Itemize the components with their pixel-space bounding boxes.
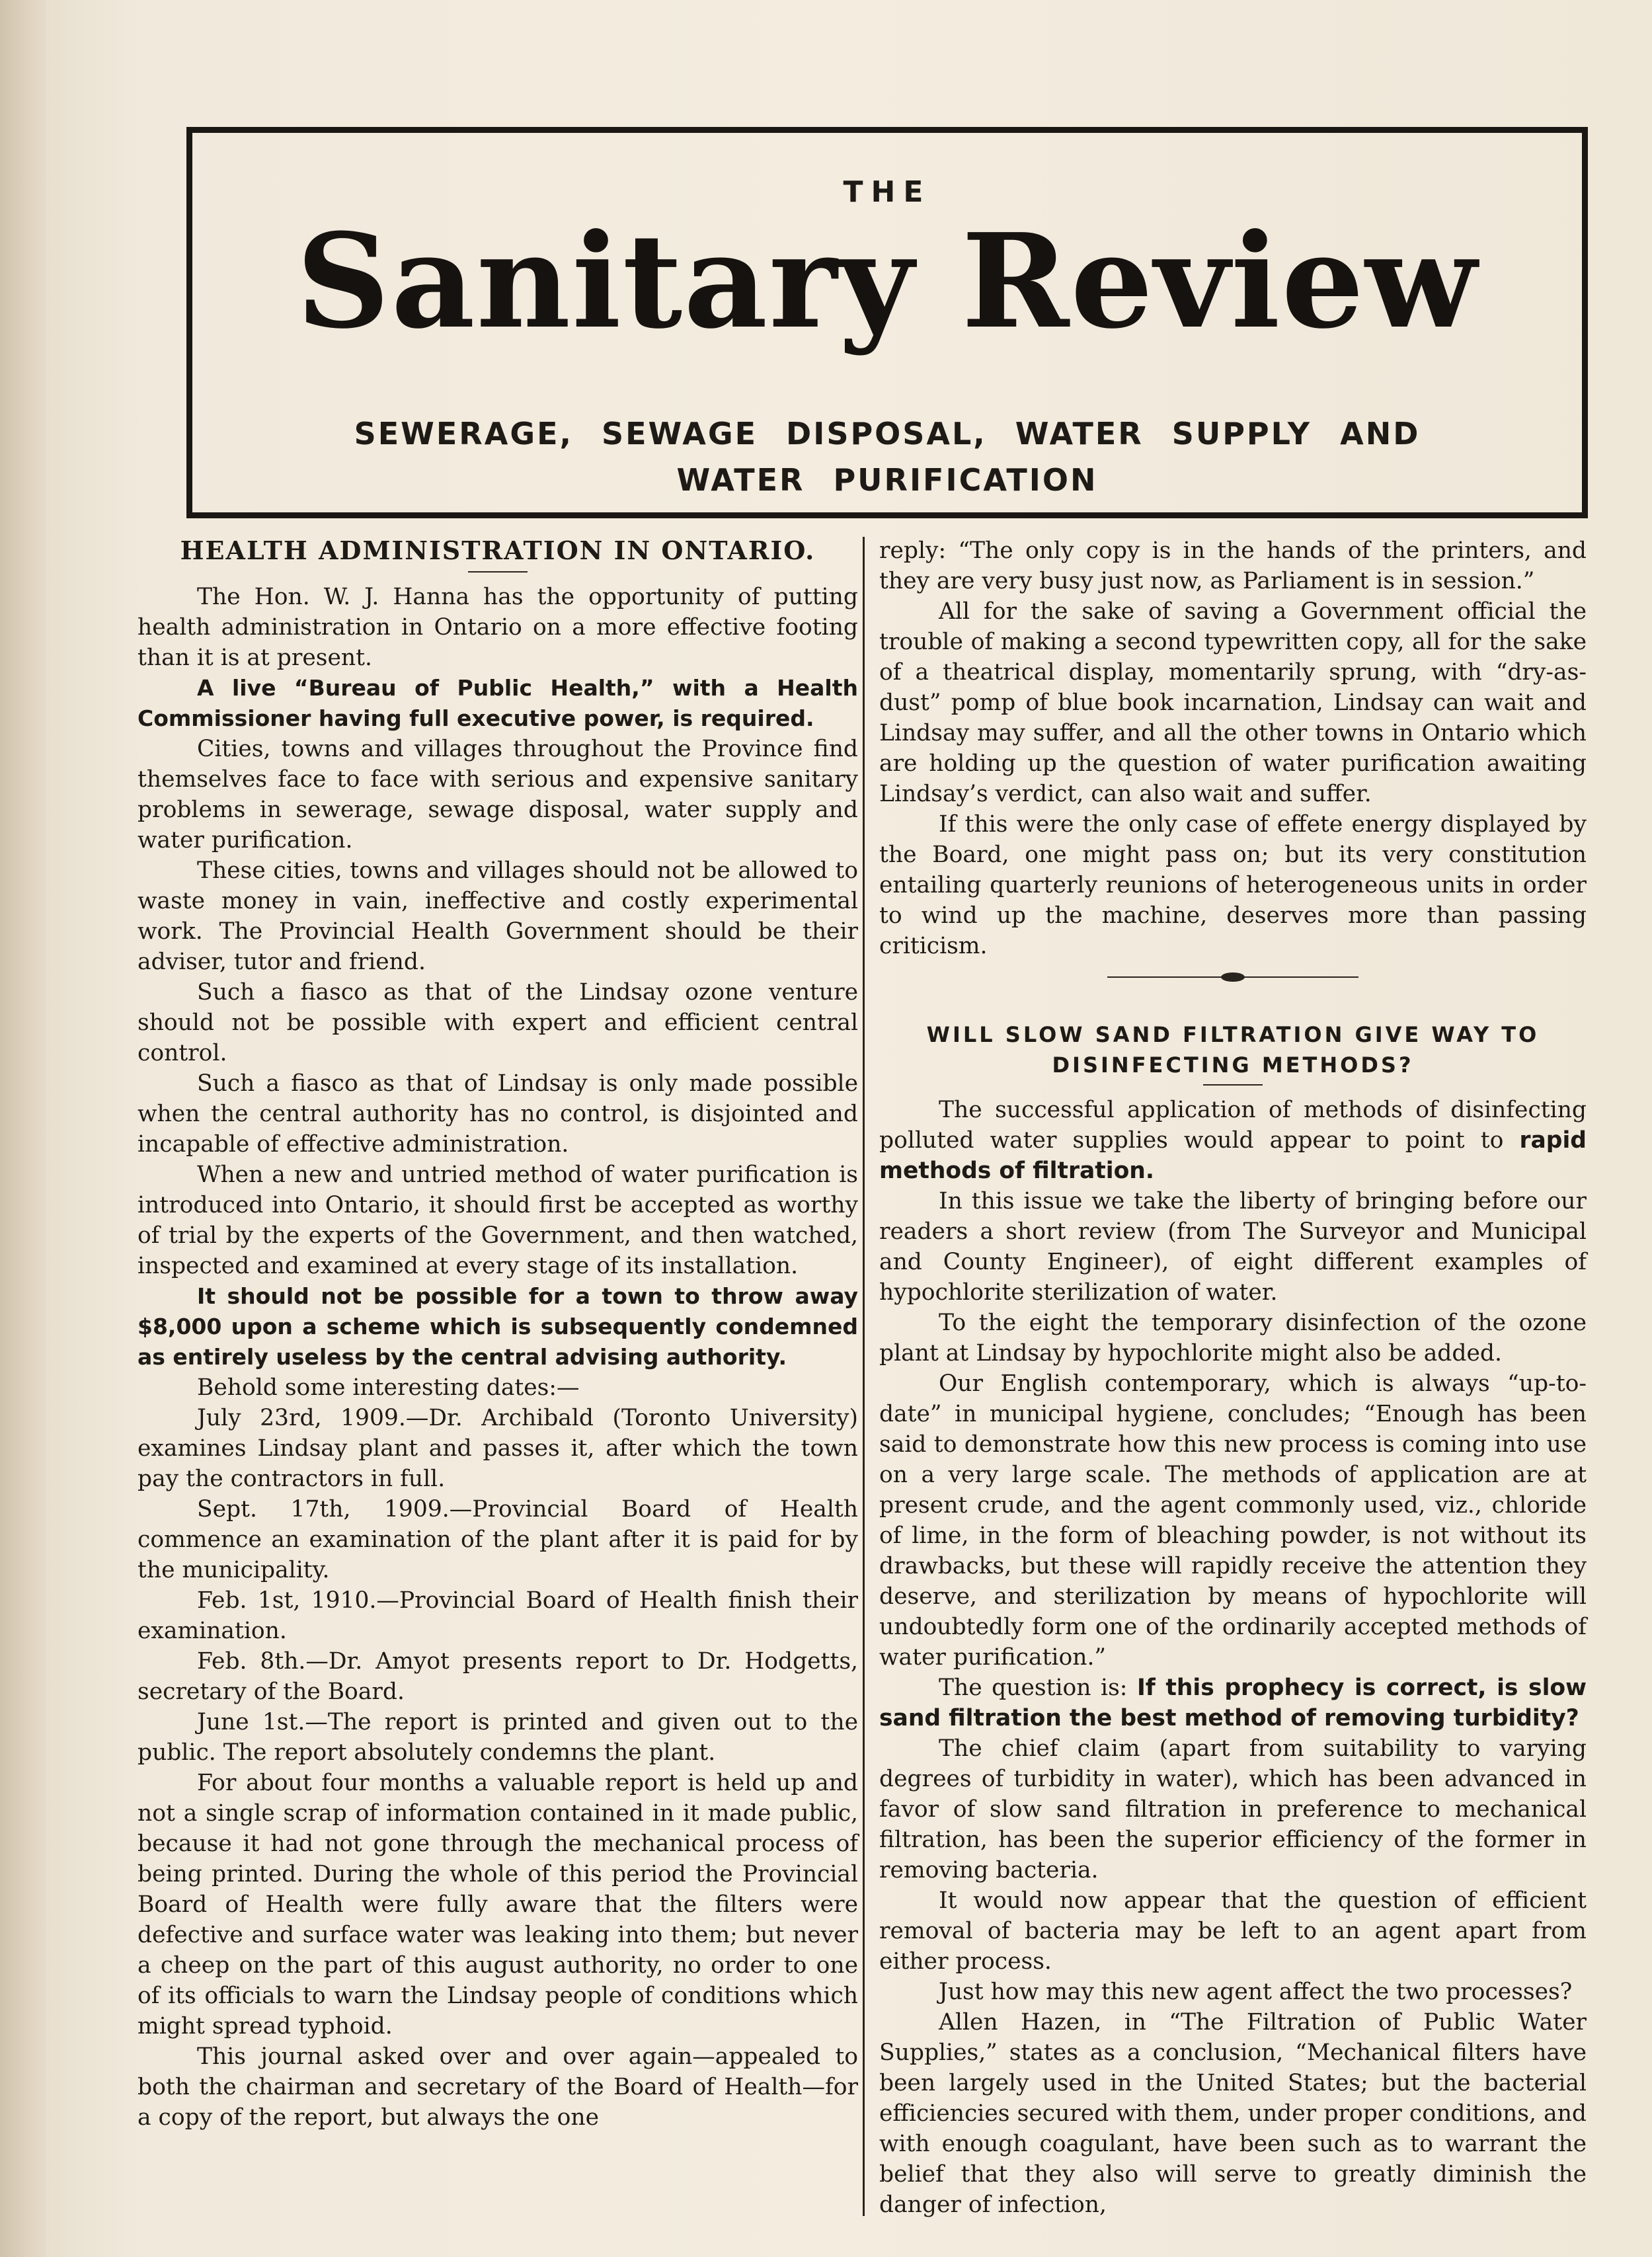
date-entry: Sept. 17th, 1909.—Provincial Board of Health commence an examination of the plant after it is paid for by the municipality.	[138, 1496, 858, 1583]
paragraph: Allen Hazen, in “The Filtration of Public Water Supplies,” states as a conclusion, “Mechanical filters have been largely used in the United States; but the bacterial efficiencies secured with them, under proper conditions, and with enough coagulant, have been such as to warrant the belief that they also will serve to greatly diminish the danger of infection,	[879, 2009, 1587, 2218]
date-entry: Feb. 1st, 1910.—Provincial Board of Health finish their examination.	[138, 1587, 858, 1644]
date-entry: July 23rd, 1909.—Dr. Archibald (Toronto University) examines Lindsay plant and passes it, after which the town pay the contractors in full.	[138, 1405, 858, 1492]
paragraph: These cities, towns and villages should not be allowed to waste money in vain, ineffective and costly experimental work. The Provincial Health Government should be their adviser, tutor and friend.	[138, 857, 858, 975]
bold-phrase: If this prophecy is correct, is slow sand filtration the best method of removing turbidity?	[879, 1675, 1587, 1731]
masthead-title: Sanitary Review	[296, 206, 1478, 358]
column-divider	[863, 537, 865, 2216]
headline-rule	[468, 571, 528, 573]
paragraph: Our English contemporary, which is always “up-to-date” in municipal hygiene, concludes; “Enough has been said to demonstrate how this new process is coming into use on a very large scale. The methods of application are at present crude, and the agent commonly used, viz., chloride of lime, in the form of bleaching powder, is not without its drawbacks, but these will rapidly receive the attention they deserve, and sterilization by means of hypochlorite will undoubtedly form one of the ordinarily accepted methods of water purification.”	[879, 1370, 1587, 1671]
paragraph: To the eight the temporary disinfection of the ozone plant at Lindsay by hypochlorite might also be added.	[879, 1310, 1587, 1366]
paragraph: Just how may this new agent affect the two processes?	[939, 1979, 1573, 2005]
paragraph: In this issue we take the liberty of bringing before our readers a short review (from The Surveyor and Municipal and County Engineer), of eight different examples of hypochlorite sterilization of water.	[879, 1188, 1587, 1306]
paragraph: For about four months a valuable report is held up and not a single scrap of information contained in it made public, because it had not gone through the mechanical process of being printed. During the whole of this period the Provincial Board of Health were fully aware that the filters were defective and surface water was leaking into them; but never a cheep on the part of this august authority, no order to one of its officials to warn the Lindsay people of conditions which might spread typhoid.	[138, 1770, 858, 2039]
article-headline-health: HEALTH ADMINISTRATION IN ONTARIO.	[180, 535, 816, 565]
bold-paragraph: It should not be possible for a town to throw away $8,000 upon a scheme which is subsequently condemned as entirely useless by the central advising authority.	[138, 1283, 858, 1370]
paragraph: The Hon. W. J. Hanna has the opportunity of putting health administration in Ontario on a more effective footing than it is at present.	[138, 584, 858, 671]
paragraph: If this were the only case of effete energy displayed by the Board, one might pass on; but its very constitution entailing quarterly reunions of heterogeneous units in order to wind up the machine, deserves more than passing criticism.	[879, 811, 1587, 959]
paragraph: reply: “The only copy is in the hands of the printers, and they are very busy just now, as Parliament is in session.”	[879, 537, 1587, 594]
paragraph: Such a fiasco as that of the Lindsay ozone venture should not be possible with expert and efficient central control.	[138, 979, 858, 1066]
paragraph: All for the sake of saving a Government official the trouble of making a second typewritten copy, all for the sake of a theatrical display, momentarily sprung, with “dry-as-dust” pomp of blue book incarnation, Lindsay can wait and Lindsay may suffer, and all the other towns in Ontario which are holding up the question of water purification awaiting Lindsay’s verdict, can also wait and suffer.	[879, 598, 1587, 807]
masthead-subtitle-line1: SEWERAGE, SEWAGE DISPOSAL, WATER SUPPLY AND	[354, 416, 1421, 452]
paragraph: This journal asked over and over again—appealed to both the chairman and secretary of the Board of Health—for a copy of the report, but always the one	[138, 2043, 858, 2131]
paragraph: The chief claim (apart from suitability to varying degrees of turbidity in water), which has been advanced in favor of slow sand filtration in preference to mechanical filtration, has been the superior efficiency of the former in removing bacteria.	[879, 1735, 1587, 1883]
ornamental-rule	[1107, 970, 1358, 984]
masthead-the: THE	[843, 175, 931, 209]
date-entry: Feb. 8th.—Dr. Amyot presents report to Dr. Hodgetts, secretary of the Board.	[138, 1648, 858, 1705]
headline-rule	[1203, 1084, 1263, 1086]
bold-paragraph: A live “Bureau of Public Health,” with a Health Commissioner having full executive power, is required.	[138, 675, 858, 731]
masthead-subtitle-line2: WATER PURIFICATION	[676, 462, 1098, 498]
left-column	[138, 535, 858, 2133]
bold-phrase: rapid methods of filtration.	[879, 1127, 1587, 1184]
paragraph: Cities, towns and villages throughout the Province find themselves face to face with serious and expensive sanitary problems in sewerage, sewage disposal, water supply and water purification.	[138, 736, 858, 853]
paragraph	[879, 1673, 1587, 1733]
article-headline-filtration: WILL SLOW SAND FILTRATION GIVE WAY TO DISINFECTING METHODS?	[926, 1022, 1540, 1078]
paragraph: Behold some interesting dates:—	[197, 1374, 580, 1401]
paragraph: It would now appear that the question of efficient removal of bacteria may be left to an agent apart from either process.	[879, 1887, 1587, 1975]
paragraph: When a new and untried method of water purification is introduced into Ontario, it should first be accepted as worthy of trial by the experts of the Government, and then watched, inspected and examined at every stage of its installation.	[138, 1162, 858, 1279]
masthead	[186, 127, 1588, 518]
masthead-subtitle	[192, 411, 1582, 503]
binding-gutter	[0, 0, 46, 2257]
paragraph-text: The successful application of methods of disinfecting polluted water supplies would appear to point to	[879, 1097, 1587, 1154]
paragraph: Such a fiasco as that of Lindsay is only made possible when the central authority has no control, is disjointed and incapable of effective administration.	[138, 1070, 858, 1158]
paragraph	[879, 1095, 1587, 1186]
right-column	[879, 535, 1587, 2220]
date-entry: June 1st.—The report is printed and given out to the public. The report absolutely condemns the plant.	[138, 1709, 858, 1766]
paragraph-text: The question is:	[939, 1675, 1137, 1701]
